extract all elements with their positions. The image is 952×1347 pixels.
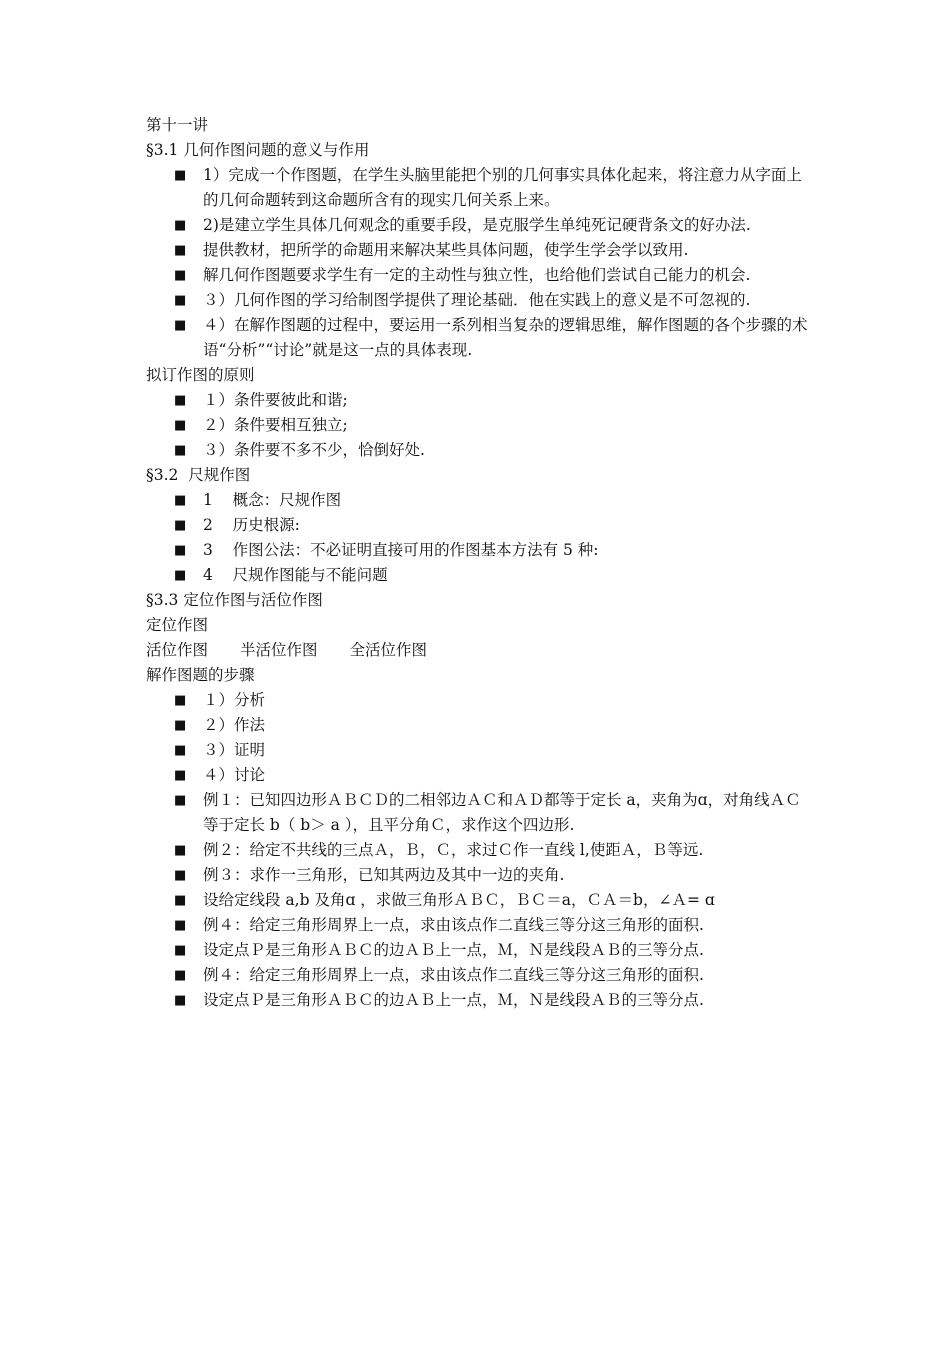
square-bullet-icon: ■ [174,393,187,408]
list-item [146,713,826,738]
fixed-construction-heading: 定位作图 [146,616,209,634]
list-item-text: 设给定线段 a,b 及角ɑ ，求做三角形ＡＢＣ，ＢＣ＝a，ＣＡ＝b，∠Ａ= ɑ [203,891,715,909]
list-item [146,788,826,838]
list-item [146,538,826,563]
square-bullet-icon: ■ [174,493,187,508]
list-item-text: 4 尺规作图能与不能问题 [203,566,388,584]
list-item-text: 例２：给定不共线的三点Ａ，Ｂ，Ｃ，求过Ｃ作一直线 l,使距Ａ，Ｂ等远. [203,841,704,859]
square-bullet-icon: ■ [174,418,187,433]
construction-type: 半活位作图 [240,641,318,659]
list-item-text: 设定点Ｐ是三角形ＡＢＣ的边ＡＢ上一点，Ｍ，Ｎ是线段ＡＢ的三等分点. [203,941,704,959]
list-item [146,738,826,763]
square-bullet-icon: ■ [174,268,187,283]
list-item-text: ３）几何作图的学习给制图学提供了理论基础．他在实践上的意义是不可忽视的. [203,291,751,309]
document-page [146,113,826,1013]
list-item [146,838,826,863]
square-bullet-icon: ■ [174,993,187,1008]
list-item [146,163,826,213]
list-item [146,988,826,1013]
list-item-text: １）条件要彼此和谐; [203,391,348,409]
list-item [146,263,826,288]
list-item [146,763,826,788]
square-bullet-icon: ■ [174,768,187,783]
square-bullet-icon: ■ [174,793,187,808]
list-item-text: 例４：给定三角形周界上一点，求由该点作二直线三等分这三角形的面积. [203,916,704,934]
square-bullet-icon: ■ [174,543,187,558]
list-item [146,888,826,913]
square-bullet-icon: ■ [174,743,187,758]
construction-type: 活位作图 [146,641,209,659]
square-bullet-icon: ■ [174,968,187,983]
list-item-text: ３）证明 [203,741,266,759]
square-bullet-icon: ■ [174,218,187,233]
list-item-text: 设定点Ｐ是三角形ＡＢＣ的边ＡＢ上一点，Ｍ，Ｎ是线段ＡＢ的三等分点. [203,991,704,1009]
list-item [146,388,826,413]
construction-types [146,638,826,663]
list-item [146,238,826,263]
list-item-text: 提供教材，把所学的命题用来解决某些具体问题，使学生学会学以致用. [203,241,689,259]
square-bullet-icon: ■ [174,568,187,583]
list-item [146,863,826,888]
list-item [146,488,826,513]
list-item [146,688,826,713]
list-item-text: 解几何作图题要求学生有一定的主动性与独立性，也给他们尝试自己能力的机会. [203,266,751,284]
square-bullet-icon: ■ [174,918,187,933]
list-item [146,913,826,938]
list-item [146,563,826,588]
list-item-text: ４）在解作图题的过程中，要运用一系列相当复杂的逻辑思维，解作图题的各个步骤的术语“分析”“讨论”就是这一点的具体表现. [203,316,808,359]
list-item [146,413,826,438]
section-heading-3-3: §3.3 定位作图与活位作图 [146,591,323,609]
list-item-text: 例４：给定三角形周界上一点，求由该点作二直线三等分这三角形的面积. [203,966,704,984]
list-item [146,313,826,363]
square-bullet-icon: ■ [174,943,187,958]
construction-type: 全活位作图 [349,641,428,659]
square-bullet-icon: ■ [174,843,187,858]
list-item-text: ２）作法 [203,716,266,734]
square-bullet-icon: ■ [174,168,187,183]
section-heading-3-2: §3.2 尺规作图 [146,466,251,484]
list-item-text: ４）讨论 [203,766,266,784]
list-item-text: ３）条件要不多不少，恰倒好处. [203,441,425,459]
list-item [146,963,826,988]
square-bullet-icon: ■ [174,893,187,908]
square-bullet-icon: ■ [174,518,187,533]
list-item-text: ２）条件要相互独立; [203,416,348,434]
lecture-title: 第十一讲 [146,116,209,134]
list-item [146,288,826,313]
list-item [146,438,826,463]
list-item-text: 2)是建立学生具体几何观念的重要手段，是克服学生单纯死记硬背条文的好办法. [203,216,751,234]
square-bullet-icon: ■ [174,293,187,308]
list-item-text: １）分析 [203,691,266,709]
list-item-text: 例１：已知四边形ＡＢＣＤ的二相邻边ＡＣ和ＡＤ都等于定长 a，夹角为ɑ，对角线ＡＣ等于定长 b（ b＞ a ），且平分角Ｃ，求作这个四边形. [203,791,801,834]
list-item-text: 2 历史根源: [203,516,300,534]
square-bullet-icon: ■ [174,243,187,258]
list-item [146,938,826,963]
list-item [146,213,826,238]
list-item-text: 1 概念：尺规作图 [203,491,342,509]
section-heading-3-1: §3.1 几何作图问题的意义与作用 [146,141,370,159]
steps-heading: 解作图题的步骤 [146,666,255,684]
list-item [146,513,826,538]
square-bullet-icon: ■ [174,318,187,333]
list-item-text: 3 作图公法：不必证明直接可用的作图基本方法有 5 种: [203,541,599,559]
square-bullet-icon: ■ [174,443,187,458]
square-bullet-icon: ■ [174,718,187,733]
square-bullet-icon: ■ [174,693,187,708]
list-item-text: 例３：求作一三角形，已知其两边及其中一边的夹角. [203,866,565,884]
square-bullet-icon: ■ [174,868,187,883]
principles-heading: 拟订作图的原则 [146,366,255,384]
list-item-text: 1）完成一个作图题，在学生头脑里能把个别的几何事实具体化起来，将注意力从字面上的几何命题转到这命题所含有的现实几何关系上来。 [203,166,802,209]
